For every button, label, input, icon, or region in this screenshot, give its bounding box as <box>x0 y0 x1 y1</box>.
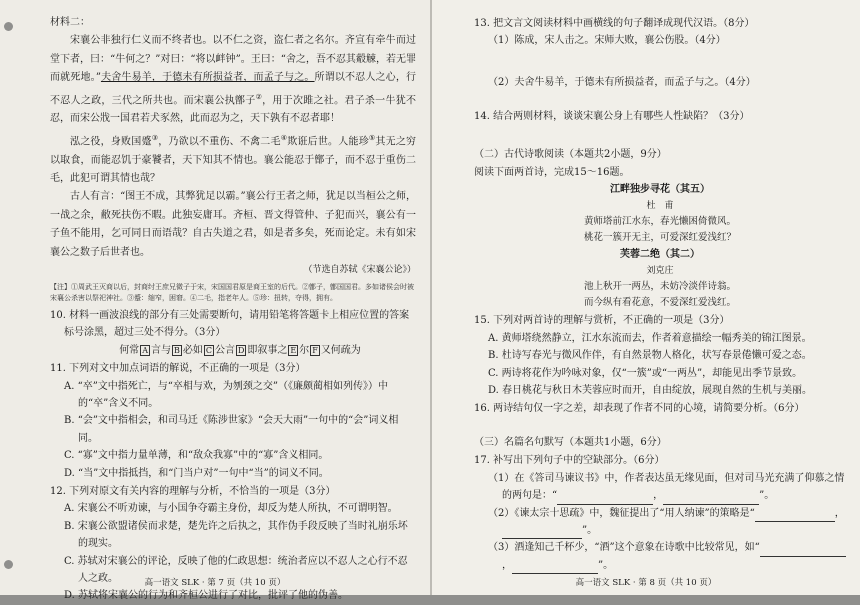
left-page <box>0 0 430 602</box>
answer-space[interactable] <box>474 418 846 432</box>
binder-hole <box>4 560 13 569</box>
q17-item-2: （2）《谏太宗十思疏》中，魏征提出了“用人纳谏”的策略是“ ，”。 <box>488 505 846 540</box>
question-12: 12. 下列对原文有关内容的理解与分析，不恰当的一项是（3分） <box>50 486 336 497</box>
q17-item-1: （1）在《答司马谏议书》中，作者表达虽无缘见面，但对司马光充满了仰慕之情的两句是：“ ， ”。 <box>488 470 846 505</box>
question-15: 15. 下列对两首诗的理解与赏析，不正确的一项是（3分） <box>474 315 730 327</box>
answer-space[interactable] <box>474 50 846 74</box>
break-option-e[interactable]: E <box>290 345 297 355</box>
question-14: 14. 结合两则材料，谈谈宋襄公身上有哪些人性缺陷？（3分） <box>474 111 750 123</box>
underlined-sentence: 夫舍牛易羊，于德未有所损益者，而孟子与之。 <box>100 72 315 84</box>
break-option-b[interactable]: B <box>173 345 180 355</box>
poem-2-line: 池上秋开一两丛，未妨冷淡伴诗翁。 <box>583 281 736 293</box>
q15-option-b[interactable]: B. 杜诗写春光与微风作伴，有自然景物人格化，状写春景倦懒可爱之态。 <box>488 350 812 362</box>
poem-2-line: 而今纵有看花意，不爱深红爱浅红。 <box>583 297 736 309</box>
fill-blank[interactable] <box>512 561 598 574</box>
break-option-f[interactable]: F <box>312 345 318 355</box>
q15-option-c[interactable]: C. 两诗将花作为吟咏对象，仅“一簇”或“一两丛”，却能见出季节景致。 <box>488 367 803 379</box>
q11-option-c[interactable]: C. “寡”文中指力量单薄，和“敌众我寡”中的“寡”含义相同。 <box>64 450 329 462</box>
page-footer-left: 高一语文 SLK · 第 7 页（共 10 页） <box>144 578 286 588</box>
q12-option-a[interactable]: A. 宋襄公不听劝谏，与小国争夺霸主身份，却反为楚人所执，不可谓明智。 <box>64 503 398 515</box>
break-option-a[interactable]: A <box>142 345 148 355</box>
poem-1-line: 黄师塔前江水东，春光懒困倚微风。 <box>583 216 736 228</box>
q11-option-b[interactable]: B. “会”文中指相会，和司马迁《陈涉世家》“会天大雨”一句中的“会”词义相同。 <box>64 415 399 444</box>
question-13: 13. 把文言文阅读材料中画横线的句子翻译成现代汉语。（8分） <box>474 18 755 29</box>
fill-blank[interactable] <box>502 526 582 539</box>
sentence-break-line: 何常 A 言与 B 必如 C 公言 D 即叙事之 E 尔 F 又何疏为 <box>119 344 361 356</box>
break-option-d[interactable]: D <box>237 345 245 355</box>
question-16: 16. 两诗结句仅一字之差，却表现了作者不同的心境，请简要分析。（6分） <box>474 403 805 415</box>
question-17: 17. 补写出下列句子中的空缺部分。（6分） <box>474 455 665 467</box>
answer-space[interactable] <box>474 126 846 144</box>
right-page <box>430 0 860 595</box>
q12-option-d[interactable]: D. 苏轼将宋襄公的行为和齐桓公进行了对比，批评了他的伪善。 <box>64 590 349 602</box>
passage-source: （节选自苏轼《宋襄公论》） <box>303 264 416 275</box>
passage-text: 宋襄公非独行仁义而不终者也。以不仁之资，盗仁者之名尔。齐宣有牵牛而过堂下者，曰：“牛何之？”对曰：“将以衅钟”。王曰：“舍之，吾不忍其觳觫，若无罪而就死地。” <box>50 35 416 84</box>
material-heading: 材料二： <box>50 17 90 28</box>
fill-blank[interactable] <box>760 544 846 557</box>
q12-option-b[interactable]: B. 宋襄公欲盟诸侯而求楚，楚先许之后执之，其作伪手段反映了当时礼崩乐坏的现实。 <box>64 520 408 550</box>
q15-option-a[interactable]: A. 黄师塔绕然静立，江水东流而去，作者着意描绘一幅秀美的锦江图景。 <box>488 332 812 344</box>
q17-item-3: （3）酒逢知己千杯少，“酒”这个意象在诗歌中比较常见，如“， ”。 <box>488 539 846 574</box>
answer-space[interactable] <box>474 91 846 107</box>
poem-1-title: 江畔独步寻花（其五） <box>610 184 710 196</box>
poetry-intro: 阅读下面两首诗，完成15～16题。 <box>474 167 630 179</box>
q13-item-2: （2）夫舍牛易羊，于德未有所损益者，而孟子与之。（4分） <box>488 76 756 88</box>
passage-paragraph-2: 泓之役，身败国蹙③，乃欲以不重伤、不禽二毛④欺诳后世。人能珍⑤其无之穷以取食，而能忍饥于豪饕者，天下知其不情也。襄公能忍于鄫子，而不忍于重伤二毛，此犯可谓其情也哉？ <box>50 133 417 184</box>
fill-blank[interactable] <box>557 492 653 505</box>
poem-2-author: 刘克庄 <box>646 266 674 277</box>
passage-paragraph-3: 古人有言：“图王不成，其弊犹足以霸。”襄公行王者之师，犹足以当桓公之师，一战之余，敝死扶伤不暇。此独妄庸耳。齐桓、晋文得管仲、子犯而兴，襄公有一子鱼不能用，乞可同日而语哉？自古失道之君，如是者多矣，死而论定。未有如宋襄公之数子后世者也。 <box>50 191 416 258</box>
question-10: 10. 材料一画波浪线的部分有三处需要断句，请用铅笔将答题卡上相应位置的答案标号涂黑，超过三处不得分。（3分） <box>50 309 410 339</box>
question-11: 11. 下列对文中加点词语的解说，不正确的一项是（3分） <box>50 363 306 375</box>
q15-option-d[interactable]: D. 春日桃花与秋日木芙蓉应时而开，自由绽放，展现自然的生机与美丽。 <box>488 385 813 397</box>
fill-blank[interactable] <box>755 509 835 522</box>
section-poetry-heading: （二）古代诗歌阅读（本题共2小题，9分） <box>474 148 667 160</box>
q11-option-a[interactable]: A. “卒”文中指死亡，与“卒相与欢，为刎颈之交”（《廉颇蔺相如列传》）中的“卒”含义不同。 <box>64 380 389 409</box>
footnote: 【注】①周武王灭商以后，封商纣王庶兄微子于宋，宋国国君原是商王室的后代。②鄫子，鄫国国君。多如诸侯会时被宋襄公杀害以祭祀神社。③蹙：缩窄，困窘。④二毛，指老年人。⑤珍：扭转，夺得，拥有。 <box>50 282 414 302</box>
break-option-c[interactable]: C <box>205 345 212 355</box>
binder-hole <box>4 22 13 31</box>
passage-paragraph-1: 宋襄公非独行仁义而不终者也。以不仁之资，盗仁者之名尔。齐宣有牵牛而过堂下者，曰：“牛何之？”对曰：“将以衅钟”。王曰：“舍之，吾不忍其觳觫，若无罪而就死地。”夫舍牛易羊，于德未有所损益者，而孟子与之。所谓以不忍人之心，行不忍人之政，三代之所共也。而宋襄公执鄫子②，用于次雎之社。君子杀一牛犹不忍，而宋公戕一国君若犬豕然，此而忍为之，天下孰有不忍者耶！ <box>50 35 417 125</box>
poem-1-author: 杜 甫 <box>646 201 674 212</box>
poem-1-line: 桃花一簇开无主，可爱深红爱浅红？ <box>583 232 736 244</box>
fill-blank[interactable] <box>663 492 759 505</box>
section-recitation-heading: （三）名篇名句默写（本题共1小题，6分） <box>474 436 667 448</box>
q11-option-d[interactable]: D. “当”文中指抵挡，和“门当户对”一句中“当”的词义不同。 <box>64 467 329 479</box>
passage-text: 所谓以不忍人之心，行不忍人之政，三代之所共也。而宋襄公执鄫子 <box>50 72 416 106</box>
page-footer-right: 高一语文 SLK · 第 8 页（共 10 页） <box>575 578 717 588</box>
poem-2-title: 芙蓉二绝（其二） <box>620 249 700 261</box>
passage-text: ，用于次雎之社。君子杀一牛犹不忍，而宋公戕一国君若犬豕然，此而忍为之，天下孰有不忍者耶！ <box>50 94 417 125</box>
q13-item-1: （1）陈成，宋人击之。宋师大败，襄公伤股。（4分） <box>488 35 726 47</box>
q12-option-c[interactable]: C. 苏轼对宋襄公的评论，反映了他的仁政思想：统治者应以不忍人之心行不忍人之政。 <box>64 555 408 585</box>
